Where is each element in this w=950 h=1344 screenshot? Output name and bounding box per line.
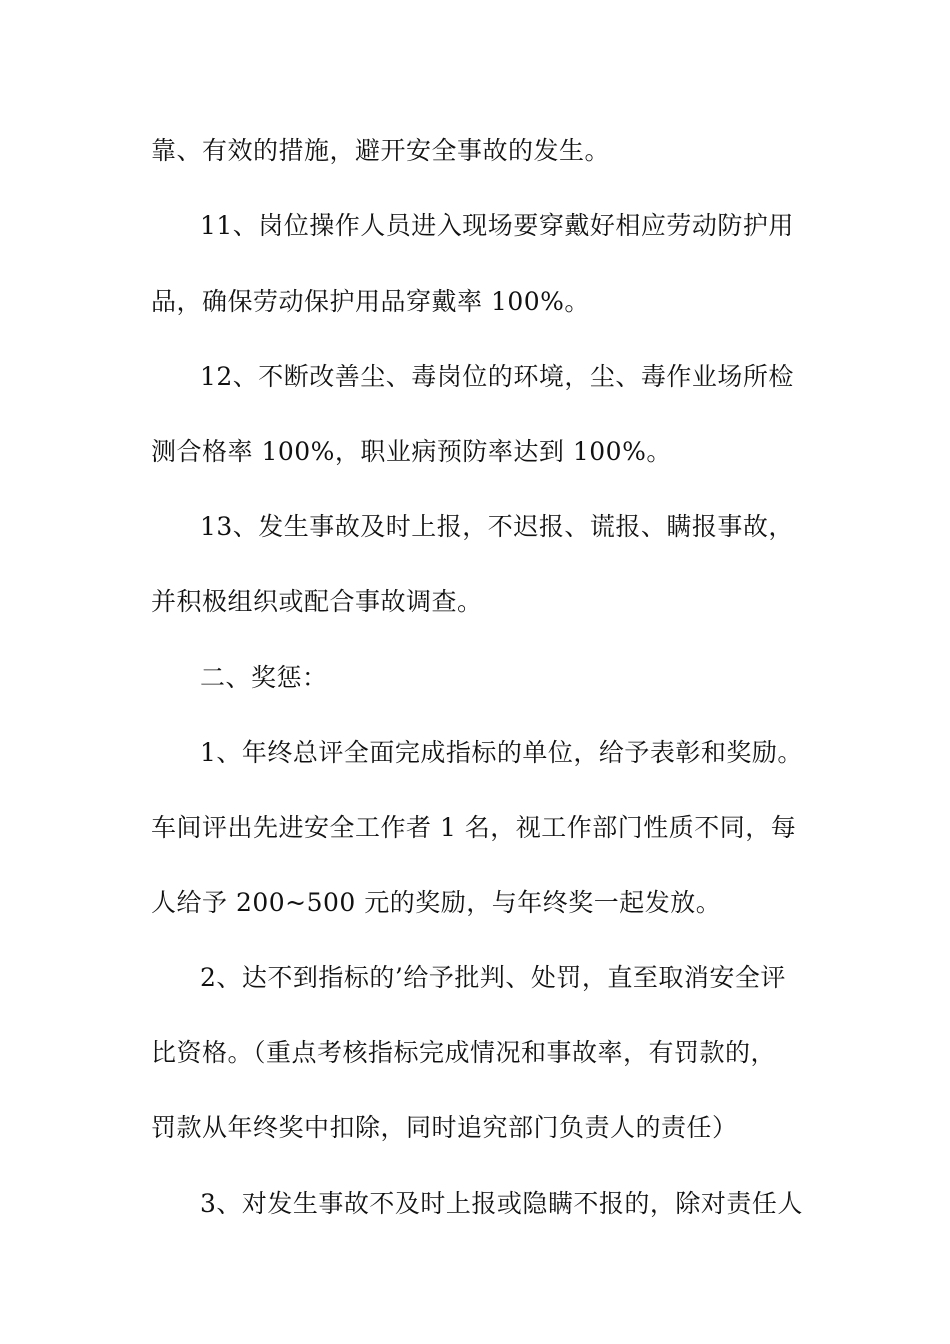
text-line-5: 测合格率 100%，职业病预防率达到 100%。 bbox=[151, 437, 672, 466]
text-line-15: 3、对发生事故不及时上报或隐瞒不报的，除对责任人 bbox=[200, 1189, 803, 1218]
text-line-3: 品，确保劳动保护用品穿戴率 100%。 bbox=[151, 287, 590, 316]
text-line-11: 人给予 200~500 元的奖励，与年终奖一起发放。 bbox=[151, 888, 722, 917]
text-line-7: 并积极组织或配合事故调查。 bbox=[151, 587, 483, 616]
text-line-2: 11、岗位操作人员进入现场要穿戴好相应劳动防护用 bbox=[200, 211, 794, 240]
text-line-9: 1、年终总评全面完成指标的单位，给予表彰和奖励。 bbox=[200, 738, 803, 767]
text-line-14: 罚款从年终奖中扣除，同时追究部门负责人的责任） bbox=[151, 1113, 738, 1142]
text-line-13: 比资格。（重点考核指标完成情况和事故率，有罚款的， bbox=[151, 1038, 777, 1067]
text-line-1: 靠、有效的措施，避开安全事故的发生。 bbox=[151, 136, 611, 165]
text-line-12: 2、达不到指标的’给予批判、处罚，直至取消安全评 bbox=[200, 963, 786, 992]
text-line-10: 车间评出先进安全工作者 1 名，视工作部门性质不同，每 bbox=[151, 813, 797, 842]
text-line-6: 13、发生事故及时上报，不迟报、谎报、瞒报事故， bbox=[200, 512, 794, 541]
text-line-4: 12、不断改善尘、毒岗位的环境，尘、毒作业场所检 bbox=[200, 362, 794, 391]
section-heading: 二、奖惩： bbox=[200, 663, 328, 692]
